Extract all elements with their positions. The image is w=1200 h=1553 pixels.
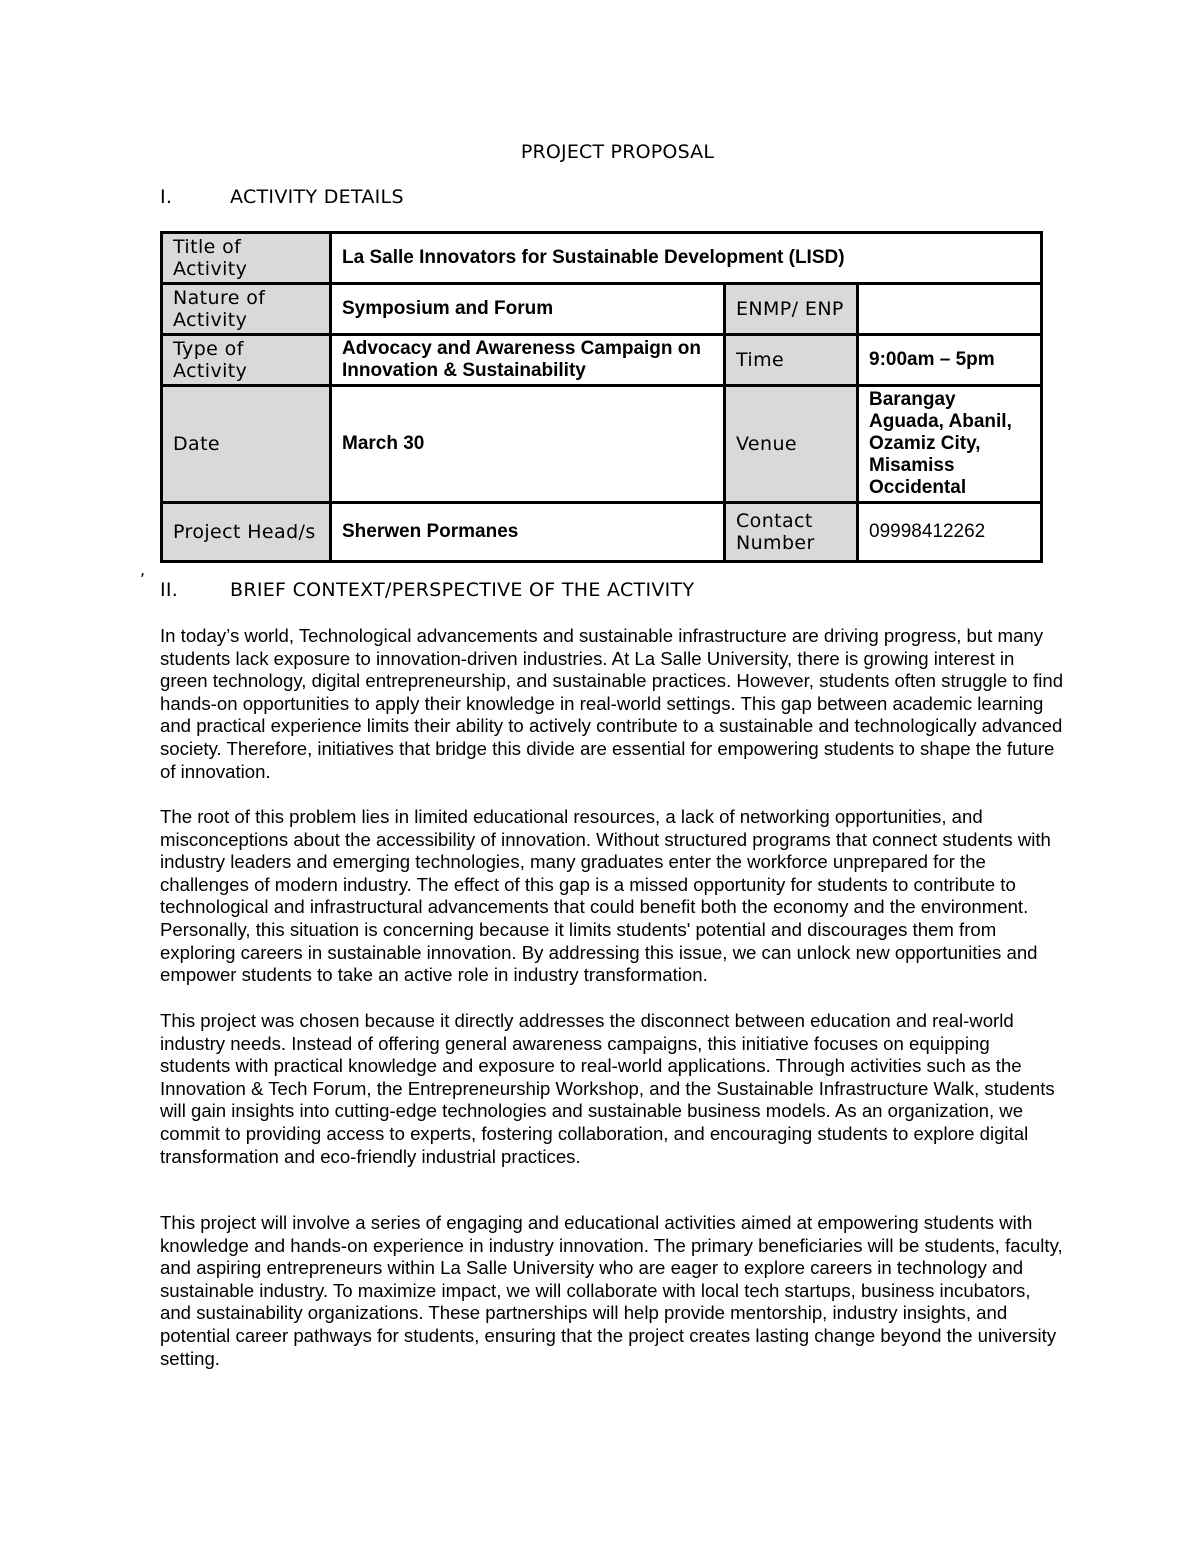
nature-label: Nature of Activity xyxy=(162,284,331,335)
enmp-label: ENMP/ ENP xyxy=(725,284,858,335)
page-title: PROJECT PROPOSAL xyxy=(520,141,715,163)
date-label: Date xyxy=(162,386,331,503)
type-label: Type of Activity xyxy=(162,335,331,386)
table-row xyxy=(162,335,1042,386)
project-head-label: Project Head/s xyxy=(162,503,331,562)
section-heading-activity-details xyxy=(160,186,404,208)
time-label: Time xyxy=(725,335,858,386)
table-row xyxy=(162,503,1042,562)
context-paragraph: This project was chosen because it directly addresses the disconnect between education and real-world industry needs. Instead of offering general awareness campaigns, this initiative focuses on equipping students with practical knowledge and exposure to real-world applications. Through activities such as the Innovation & Tech Forum, the Entrepreneurship Workshop, and the Sustainable Infrastructure Walk, students will gain insights into cutting-edge technologies and sustainable business models. As an organization, we commit to providing access to experts, fostering collaboration, and encouraging students to explore digital transformation and eco-friendly industrial practices. xyxy=(160,1010,1055,1167)
title-label: Title of Activity xyxy=(162,233,331,284)
time-value: 9:00am – 5pm xyxy=(858,335,1042,386)
enmp-value xyxy=(858,284,1042,335)
section-heading-brief-context xyxy=(160,579,694,601)
contact-label: Contact Number xyxy=(725,503,858,562)
table-row xyxy=(162,284,1042,335)
venue-label: Venue xyxy=(725,386,858,503)
section-number: I. xyxy=(160,186,173,208)
section-title: ACTIVITY DETAILS xyxy=(230,186,404,208)
section-title: BRIEF CONTEXT/PERSPECTIVE OF THE ACTIVITY xyxy=(230,579,695,601)
context-paragraph: In today’s world, Technological advancements and sustainable infrastructure are driving progress, but many students lack exposure to innovation-driven industries. At La Salle University, there is growing interest in green technology, digital entrepreneurship, and sustainable practices. However, students often struggle to find hands-on opportunities to apply their knowledge in real-world settings. This gap between academic learning and practical experience limits their ability to actively contribute to a sustainable and technologically advanced society. Therefore, initiatives that bridge this divide are essential for empowering students to shape the future of innovation. xyxy=(160,625,1064,782)
contact-value: 09998412262 xyxy=(858,503,1042,562)
stray-comma: , xyxy=(140,560,146,579)
table-row xyxy=(162,233,1042,284)
context-paragraph: The root of this problem lies in limited educational resources, a lack of networking opportunities, and misconceptions about the accessibility of innovation. Without structured programs that connect students with industry leaders and emerging technologies, many graduates enter the workforce unprepared for the challenges of modern industry. The effect of this gap is a missed opportunity for students to contribute to technological and infrastructural advancements that could benefit both the economy and the environment. Personally, this situation is concerning because it limits students' potential and discourages them from exploring careers in sustainable innovation. By addressing this issue, we can unlock new opportunities and empower students to take an active role in industry transformation. xyxy=(160,806,1051,986)
project-head-value: Sherwen Pormanes xyxy=(331,503,725,562)
date-value: March 30 xyxy=(331,386,725,503)
venue-value: Barangay Aguada, Abanil, Ozamiz City, Misamiss Occidental xyxy=(858,386,1042,503)
activity-details-table xyxy=(160,231,1043,563)
context-paragraph: This project will involve a series of engaging and educational activities aimed at empowering students with knowledge and hands-on experience in industry innovation. The primary beneficiaries will be students, faculty, and aspiring entrepreneurs within La Salle University who are eager to explore careers in technology and sustainable industry. To maximize impact, we will collaborate with local tech startups, business incubators, and sustainability organizations. These partnerships will help provide mentorship, industry insights, and potential career pathways for students, ensuring that the project creates lasting change beyond the university setting. xyxy=(160,1212,1063,1369)
title-value: La Salle Innovators for Sustainable Development (LISD) xyxy=(331,233,1042,284)
section-number: II. xyxy=(160,579,179,601)
nature-value: Symposium and Forum xyxy=(331,284,725,335)
table-row xyxy=(162,386,1042,503)
type-value: Advocacy and Awareness Campaign on Innovation & Sustainability xyxy=(331,335,725,386)
